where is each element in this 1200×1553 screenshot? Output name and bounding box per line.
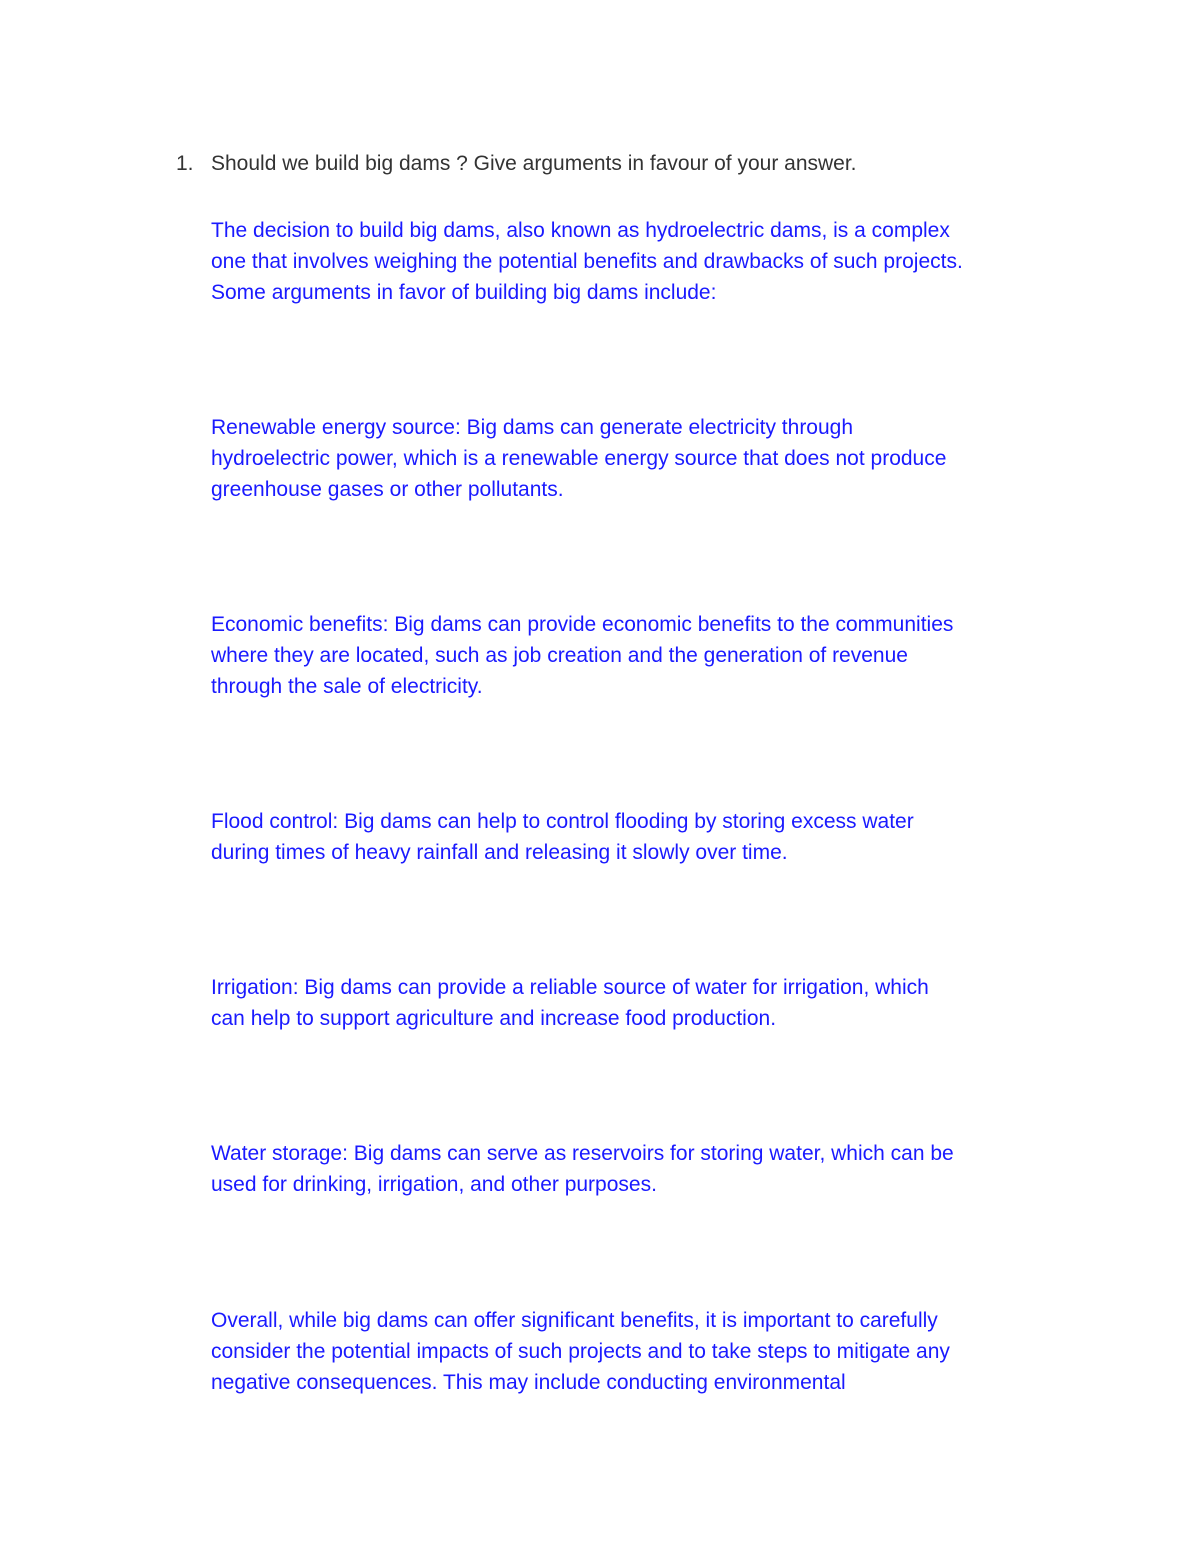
text-line: Flood control: Big dams can help to control flooding by storing excess water bbox=[211, 810, 914, 833]
text-line: during times of heavy rainfall and releasing it slowly over time. bbox=[211, 841, 788, 864]
renewable-energy-paragraph bbox=[211, 412, 1091, 505]
question-number: 1. bbox=[176, 152, 194, 175]
text-line: greenhouse gases or other pollutants. bbox=[211, 478, 564, 501]
text-line: Overall, while big dams can offer significant benefits, it is important to carefully bbox=[211, 1309, 938, 1332]
text-line: used for drinking, irrigation, and other purposes. bbox=[211, 1173, 657, 1196]
text-line: consider the potential impacts of such projects and to take steps to mitigate any bbox=[211, 1340, 950, 1363]
irrigation-paragraph bbox=[211, 972, 1091, 1034]
conclusion-paragraph bbox=[211, 1305, 1091, 1398]
economic-benefits-paragraph bbox=[211, 609, 1091, 702]
text-line: through the sale of electricity. bbox=[211, 675, 483, 698]
question-item bbox=[176, 148, 857, 179]
text-line: where they are located, such as job creation and the generation of revenue bbox=[211, 644, 908, 667]
text-line: The decision to build big dams, also known as hydroelectric dams, is a complex bbox=[211, 219, 950, 242]
text-line: Water storage: Big dams can serve as reservoirs for storing water, which can be bbox=[211, 1142, 954, 1165]
text-line: Renewable energy source: Big dams can generate electricity through bbox=[211, 416, 854, 439]
text-line: negative consequences. This may include conducting environmental bbox=[211, 1371, 846, 1394]
text-line: Economic benefits: Big dams can provide economic benefits to the communities bbox=[211, 613, 954, 636]
water-storage-paragraph bbox=[211, 1138, 1091, 1200]
text-line: can help to support agriculture and increase food production. bbox=[211, 1007, 777, 1030]
text-line: Irrigation: Big dams can provide a reliable source of water for irrigation, which bbox=[211, 976, 929, 999]
answer-intro-paragraph bbox=[211, 215, 1091, 308]
flood-control-paragraph bbox=[211, 806, 1091, 868]
text-line: hydroelectric power, which is a renewable energy source that does not produce bbox=[211, 447, 947, 470]
text-line: one that involves weighing the potential benefits and drawbacks of such projects. bbox=[211, 250, 963, 273]
text-line: Some arguments in favor of building big dams include: bbox=[211, 281, 717, 304]
question-text: Should we build big dams ? Give arguments in favour of your answer. bbox=[211, 152, 857, 175]
